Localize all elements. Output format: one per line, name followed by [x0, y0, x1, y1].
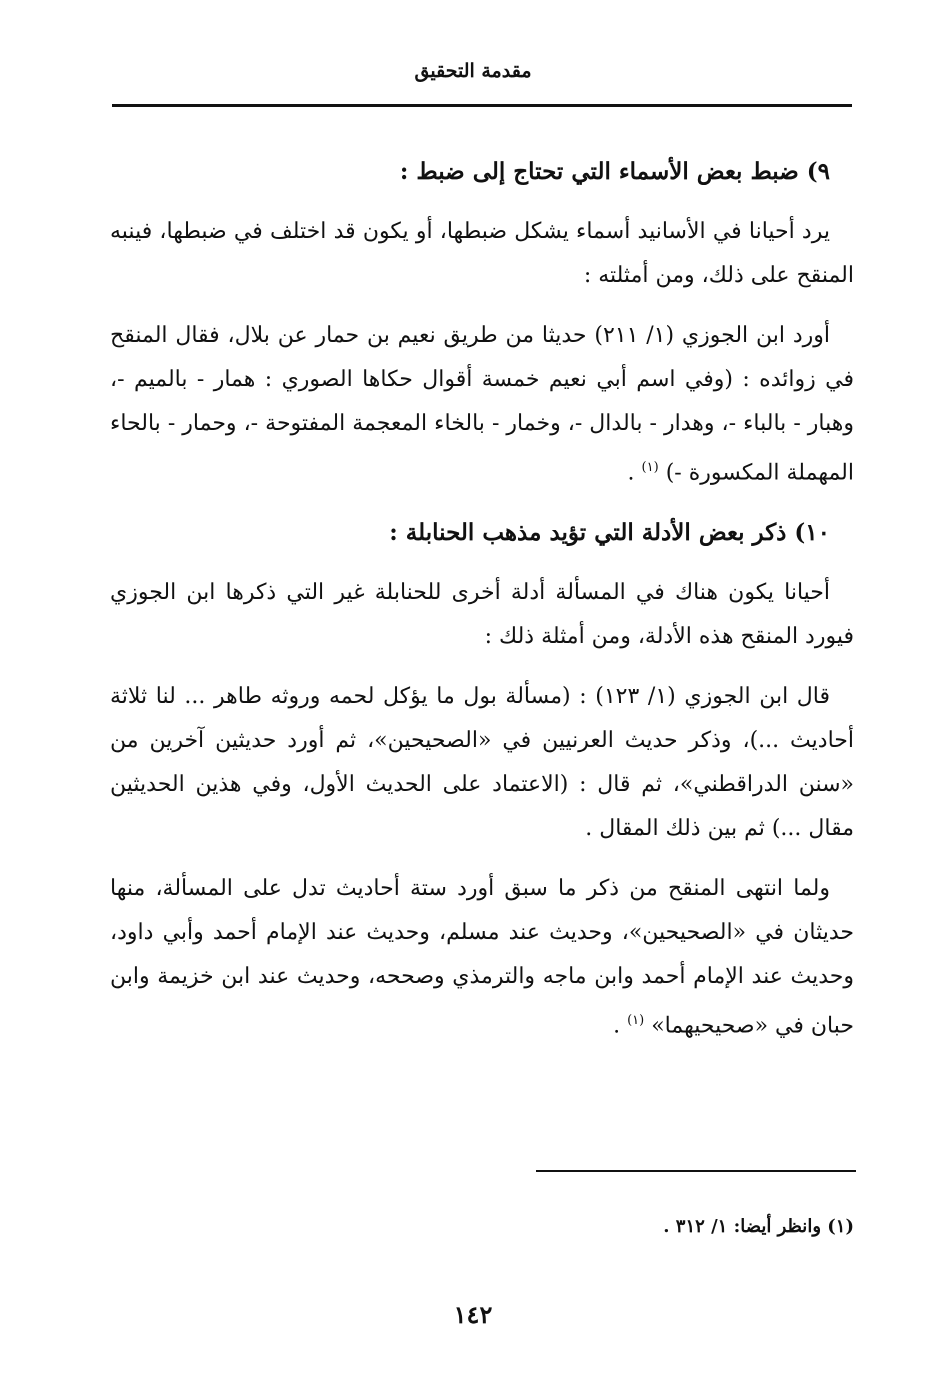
section-heading-10: ١٠) ذكر بعض الأدلة التي تؤيد مذهب الحنابلة : [389, 519, 830, 547]
paragraph-text: أورد ابن الجوزي (١/ ٢١١) حديثا من طريق نعيم بن حمار عن بلال، فقال المنقح في زوائده : (وفي اسم أبي نعيم خمسة أقوال حكاها الصوري : همار - بالميم -، وهبار - بالباء -، وهدار - بالدال -، وخمار - بالخاء المعجمة المفتوحة -، وحمار - بالحاء المهملة المكسورة -) [110, 323, 854, 486]
paragraph: أحيانا يكون هناك في المسألة أدلة أخرى للحنابلة غير التي ذكرها ابن الجوزي فيورد المنقح هذه الأدلة، ومن أمثلة ذلك : [110, 580, 854, 650]
section-heading-9: ٩) ضبط بعض الأسماء التي تحتاج إلى ضبط : [399, 158, 830, 185]
header-divider [112, 104, 852, 107]
footnote: (١) وانظر أيضا: ١/ ٣١٢ . [663, 1216, 854, 1237]
running-header: مقدمة التحقيق [414, 60, 532, 82]
footnote-marker: (١) [627, 1013, 645, 1029]
footnote-divider [536, 1170, 856, 1172]
paragraph-with-footnote: ولما انتهى المنقح من ذكر ما سبق أورد ستة أحاديث تدل على المسألة، منها حديثان في «الصحيحين»، وحديث عند مسلم، وحديث عند الإمام أحمد وأبي داود، وحديث عند الإمام أحمد وابن ماجه والترمذي وصححه، وحديث عند ابن خزيمة وابن حبان في «صحيحيهما» $^{(١)}$ . [110, 876, 854, 1039]
page-number: ١٤٢ [453, 1300, 493, 1329]
paragraph: قال ابن الجوزي (١/ ١٢٣) : (مسألة بول ما يؤكل لحمه وروثه طاهر ... لنا ثلاثة أحاديث ...)، وذكر حديث العرنيين في «الصحيحين»، ثم أورد حديثين آخرين من «سنن الدراقطني»، ثم قال : (الاعتماد على الحديث الأول، وفي هذين الحديثين مقال ...) ثم بين ذلك المقال . [110, 684, 854, 842]
paragraph-with-footnote: أورد ابن الجوزي (١/ ٢١١) حديثا من طريق نعيم بن حمار عن بلال، فقال المنقح في زوائده : (وفي اسم أبي نعيم خمسة أقوال حكاها الصوري : همار - بالميم -، وهبار - بالباء -، وهدار - بالدال -، وخمار - بالخاء المعجمة المفتوحة -، وحمار - بالحاء المهملة المكسورة -) $^{(١)}$ . [110, 323, 854, 486]
paragraph: يرد أحيانا في الأسانيد أسماء يشكل ضبطها، أو يكون قد اختلف في ضبطها، فينبه المنقح على ذلك، ومن أمثلته : [110, 219, 854, 288]
page-body [110, 150, 854, 1065]
footnote-marker: (١) [641, 460, 659, 475]
paragraph-text: ولما انتهى المنقح من ذكر ما سبق أورد ستة أحاديث تدل على المسألة، منها حديثان في «الصحيحين»، وحديث عند مسلم، وحديث عند الإمام أحمد وأبي داود، وحديث عند الإمام أحمد وابن ماجه والترمذي وصححه، وحديث عند ابن خزيمة وابن حبان في «صحيحيهما» [110, 876, 854, 1039]
